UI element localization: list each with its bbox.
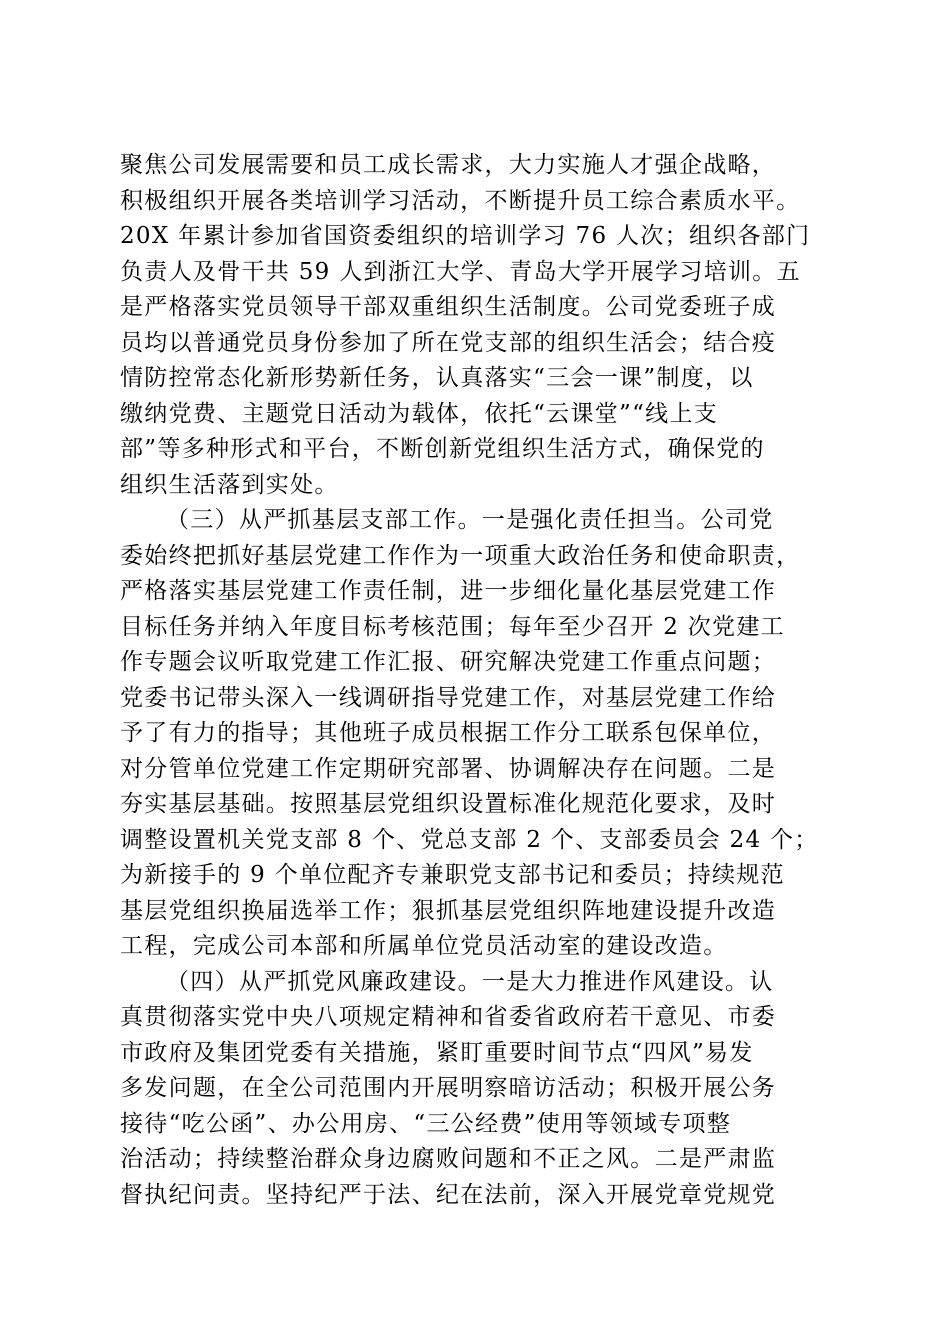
text-line: 情防控常态化新形势新任务，认真落实“三会一课”制度，以 <box>120 365 754 391</box>
text-line: 夯实基层基础。按照基层党组织设置标准化规范化要求，及时 <box>120 791 777 817</box>
text-line: 缴纳党费、主题党日活动为载体，依托“云课堂”“线上支 <box>120 400 719 427</box>
text-line: 为新接手的 9 个单位配齐专兼职党支部书记和委员；持续规范 <box>120 862 785 888</box>
text-line: 予了有力的指导；其他班子成员根据工作分工联系包保单位， <box>120 720 777 746</box>
text-line: 作专题会议听取党建工作汇报、研究解决党建工作重点问题； <box>120 649 777 675</box>
text-line: 负责人及骨干共 59 人到浙江大学、青岛大学开展学习培训。五 <box>120 258 801 285</box>
text-line: 多发问题，在全公司范围内开展明察暗访活动；积极开展公务 <box>120 1075 777 1101</box>
text-line: 真贯彻落实党中央八项规定精神和省委省政府若干意见、市委 <box>120 1004 777 1030</box>
text-line: 接待“吃公函”、办公用房、“三公经费”使用等领域专项整 <box>120 1110 732 1137</box>
section-heading-line: （三）从严抓基层支部工作。一是强化责任担当。公司党 <box>166 507 774 533</box>
text-line: 基层党组织换届选举工作；狠抓基层党组织阵地建设提升改造 <box>120 897 777 924</box>
text-line: 目标任务并纳入年度目标考核范围；每年至少召开 2 次党建工 <box>120 613 785 640</box>
body-text <box>120 148 832 1213</box>
text-line: 20X 年累计参加省国资委组织的培训学习 76 人次；组织各部门 <box>120 223 811 249</box>
text-line: 组织生活落到实处。 <box>120 471 339 498</box>
section-heading-line: （四）从严抓党风廉政建设。一是大力推进作风建设。认 <box>166 968 774 995</box>
text-line: 积极组织开展各类培训学习活动，不断提升员工综合素质水平。 <box>120 187 801 214</box>
text-line: 是严格落实党员领导干部双重组织生活制度。公司党委班子成 <box>120 294 777 320</box>
text-line: 部”等多种形式和平台，不断创新党组织生活方式，确保党的 <box>120 436 765 462</box>
text-line: 员均以普通党员身份参加了所在党支部的组织生活会；结合疫 <box>120 329 777 356</box>
text-line: 调整设置机关党支部 8 个、党总支部 2 个、支部委员会 24 个； <box>120 826 819 853</box>
text-line: 党委书记带头深入一线调研指导党建工作，对基层党建工作给 <box>120 684 777 711</box>
text-line: 聚焦公司发展需要和员工成长需求，大力实施人才强企战略， <box>120 152 777 178</box>
text-line: 委始终把抓好基层党建工作作为一项重大政治任务和使命职责， <box>120 542 801 569</box>
text-line: 对分管单位党建工作定期研究部署、协调解决存在问题。二是 <box>120 755 777 782</box>
text-line: 工程，完成公司本部和所属单位党员活动室的建设改造。 <box>120 933 728 959</box>
text-line: 市政府及集团党委有关措施，紧盯重要时间节点“四风”易发 <box>120 1039 754 1066</box>
text-line: 治活动；持续整治群众身边腐败问题和不正之风。二是严肃监 <box>120 1146 777 1172</box>
text-line: 督执纪问责。坚持纪严于法、纪在法前，深入开展党章党规党 <box>120 1181 777 1208</box>
text-line: 严格落实基层党建工作责任制，进一步细化量化基层党建工作 <box>120 578 777 604</box>
